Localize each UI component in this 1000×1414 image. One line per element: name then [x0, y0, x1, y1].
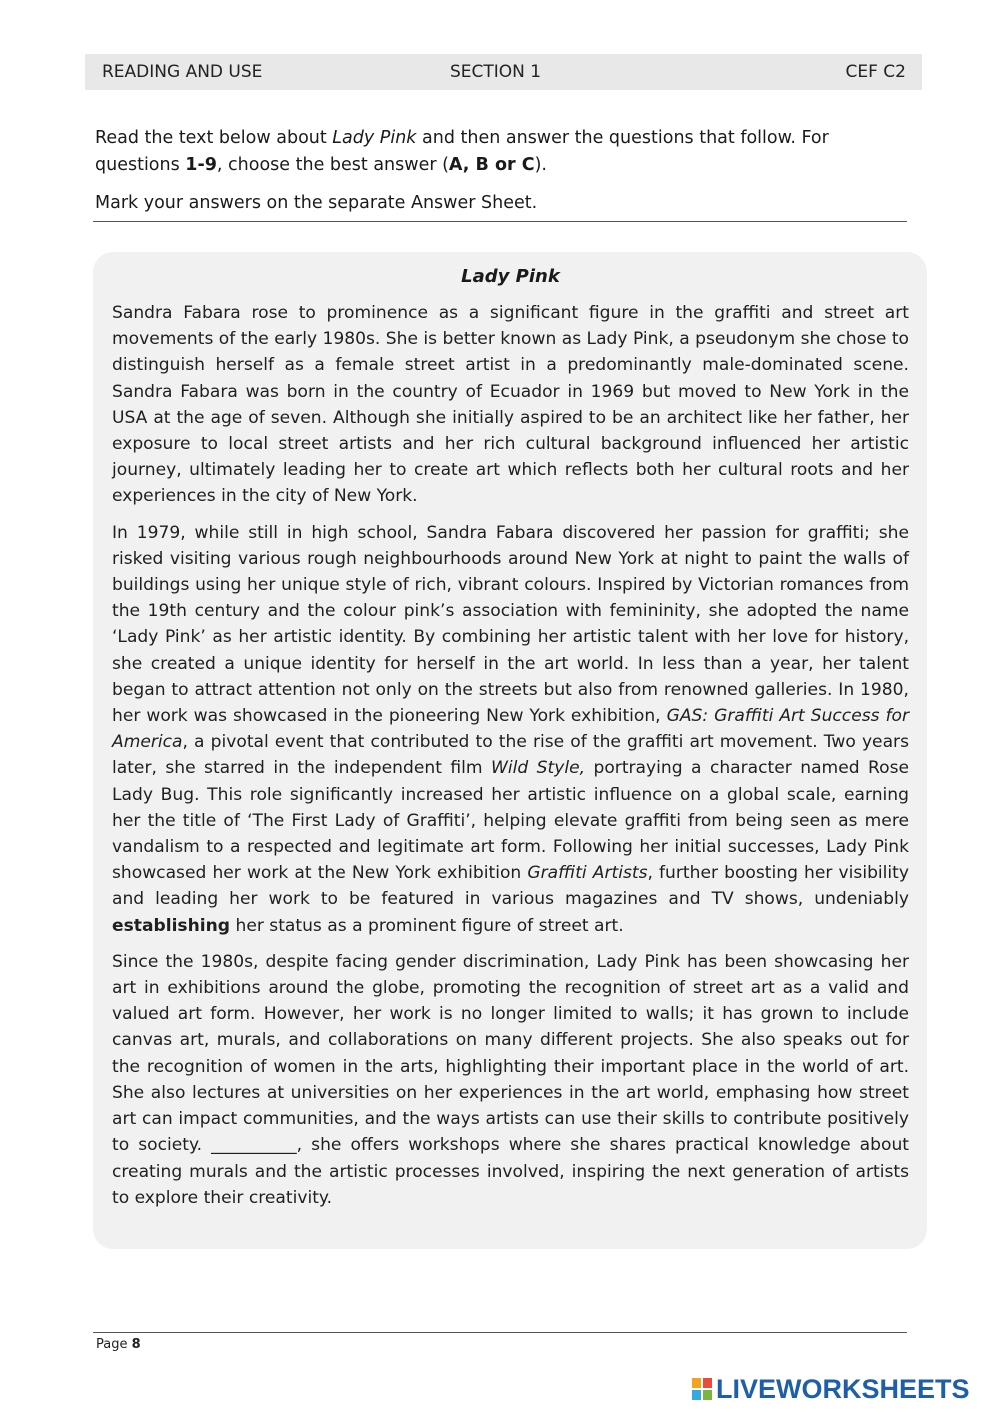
- answer-options: A, B or C: [448, 155, 535, 175]
- page-number: Page 8: [96, 1337, 141, 1352]
- liveworksheets-brand[interactable]: [692, 1372, 970, 1406]
- instructions-title-ref: Lady Pink: [332, 128, 417, 148]
- footer-divider: [93, 1332, 907, 1333]
- questions-range: 1-9: [185, 155, 217, 175]
- liveworksheets-logo-icon: [692, 1378, 712, 1400]
- article-title: Lady Pink: [461, 266, 560, 287]
- article-paragraph-3: Since the 1980s, despite facing gender discrimination, Lady Pink has been showcasing her art in exhibitions around the globe, promoting the recognition of street art as a valid and valued art form. However, her work is no longer limited to walls; it has grown to include canvas art, murals, and collaborations on many different projects. She also speaks out for the recognition of women in the arts, highlighting their important place in the world of art. She also lectures at universities on her experiences in the art world, emphasing how street art can impact communities, and the ways artists can use their skills to contribute positively to society. __________, she offers workshops where she shares practical knowledge about creating murals and the artistic processes involved, inspiring the next generation of artists to explore their creativity.: [112, 951, 909, 1208]
- header-level-label: CEF C2: [845, 62, 906, 82]
- article-paragraph-2: In 1979, while still in high school, Sandra Fabara discovered her passion for graffiti; she risked visiting various rough neighbourhoods around New York at night to paint the walls of buildings using her unique style of rich, vibrant colours. Inspired by Victorian romances from the 19th century and the colour pink’s association with femininity, she adopted the name ‘Lady Pink’ as her artistic identity. By combining her artistic talent with her love for history, she created a unique identity for herself in the art world. In less than a year, her talent began to attract attention not only on the streets but also from renowned galleries. In 1980, her work was showcased in the pioneering New York exhibition, GAS: Graffiti Art Success for America, a pivotal event that contributed to the rise of the graffiti art movement. Two years later, she starred in the independent film Wild Style, portraying a character named Rose Lady Bug. This role significantly increased her artistic influence on a global scale, earning her the title of ‘The First Lady of Graffiti’, helping elevate graffiti from being seen as mere vandalism to a respected and legitimate art form. Following her initial successes, Lady Pink showcased her work at the New York exhibition Graffiti Artists, further boosting her visibility and leading her work to be featured in various magazines and TV shows, undeniably establishing her status as a prominent figure of street art.: [112, 522, 910, 936]
- highlighted-keyword: establishing: [112, 915, 231, 936]
- header-section-label: SECTION 1: [450, 62, 542, 82]
- header-left-label: READING AND USE: [102, 62, 263, 82]
- brand-name: LIVEWORKSHEETS: [716, 1373, 970, 1404]
- film-title: Wild Style,: [490, 758, 586, 779]
- reading-text-box: [93, 252, 927, 1249]
- article-paragraph-1: Sandra Fabara rose to prominence as a significant figure in the graffiti and street art movements of the early 1980s. She is better known as Lady Pink, a pseudonym she chose to distinguish herself as a female street artist in a predominantly male-dominated scene. Sandra Fabara was born in the country of Ecuador in 1969 but moved to New York in the USA at the age of seven. Although she initially aspired to be an architect like her father, her exposure to local street artists and her rich cultural background influenced her artistic journey, ultimately leading her to create art which reflects both her cultural roots and her experiences in the city of New York.: [112, 303, 909, 507]
- instructions: [95, 125, 905, 217]
- section-header-bar: [85, 54, 922, 90]
- exhibition-title-gas: GAS: Graffiti Art Success for America: [112, 706, 909, 753]
- instructions-divider: [93, 221, 907, 222]
- answer-sheet-note: Mark your answers on the separate Answer Sheet.: [95, 193, 538, 213]
- instructions-text: Read the text below about Lady Pink and then answer the questions that follow. For questions 1-9, choose the best answer (A, B or C).: [95, 128, 829, 175]
- exhibition-title-graffiti-artists: Graffiti Artists: [527, 863, 648, 884]
